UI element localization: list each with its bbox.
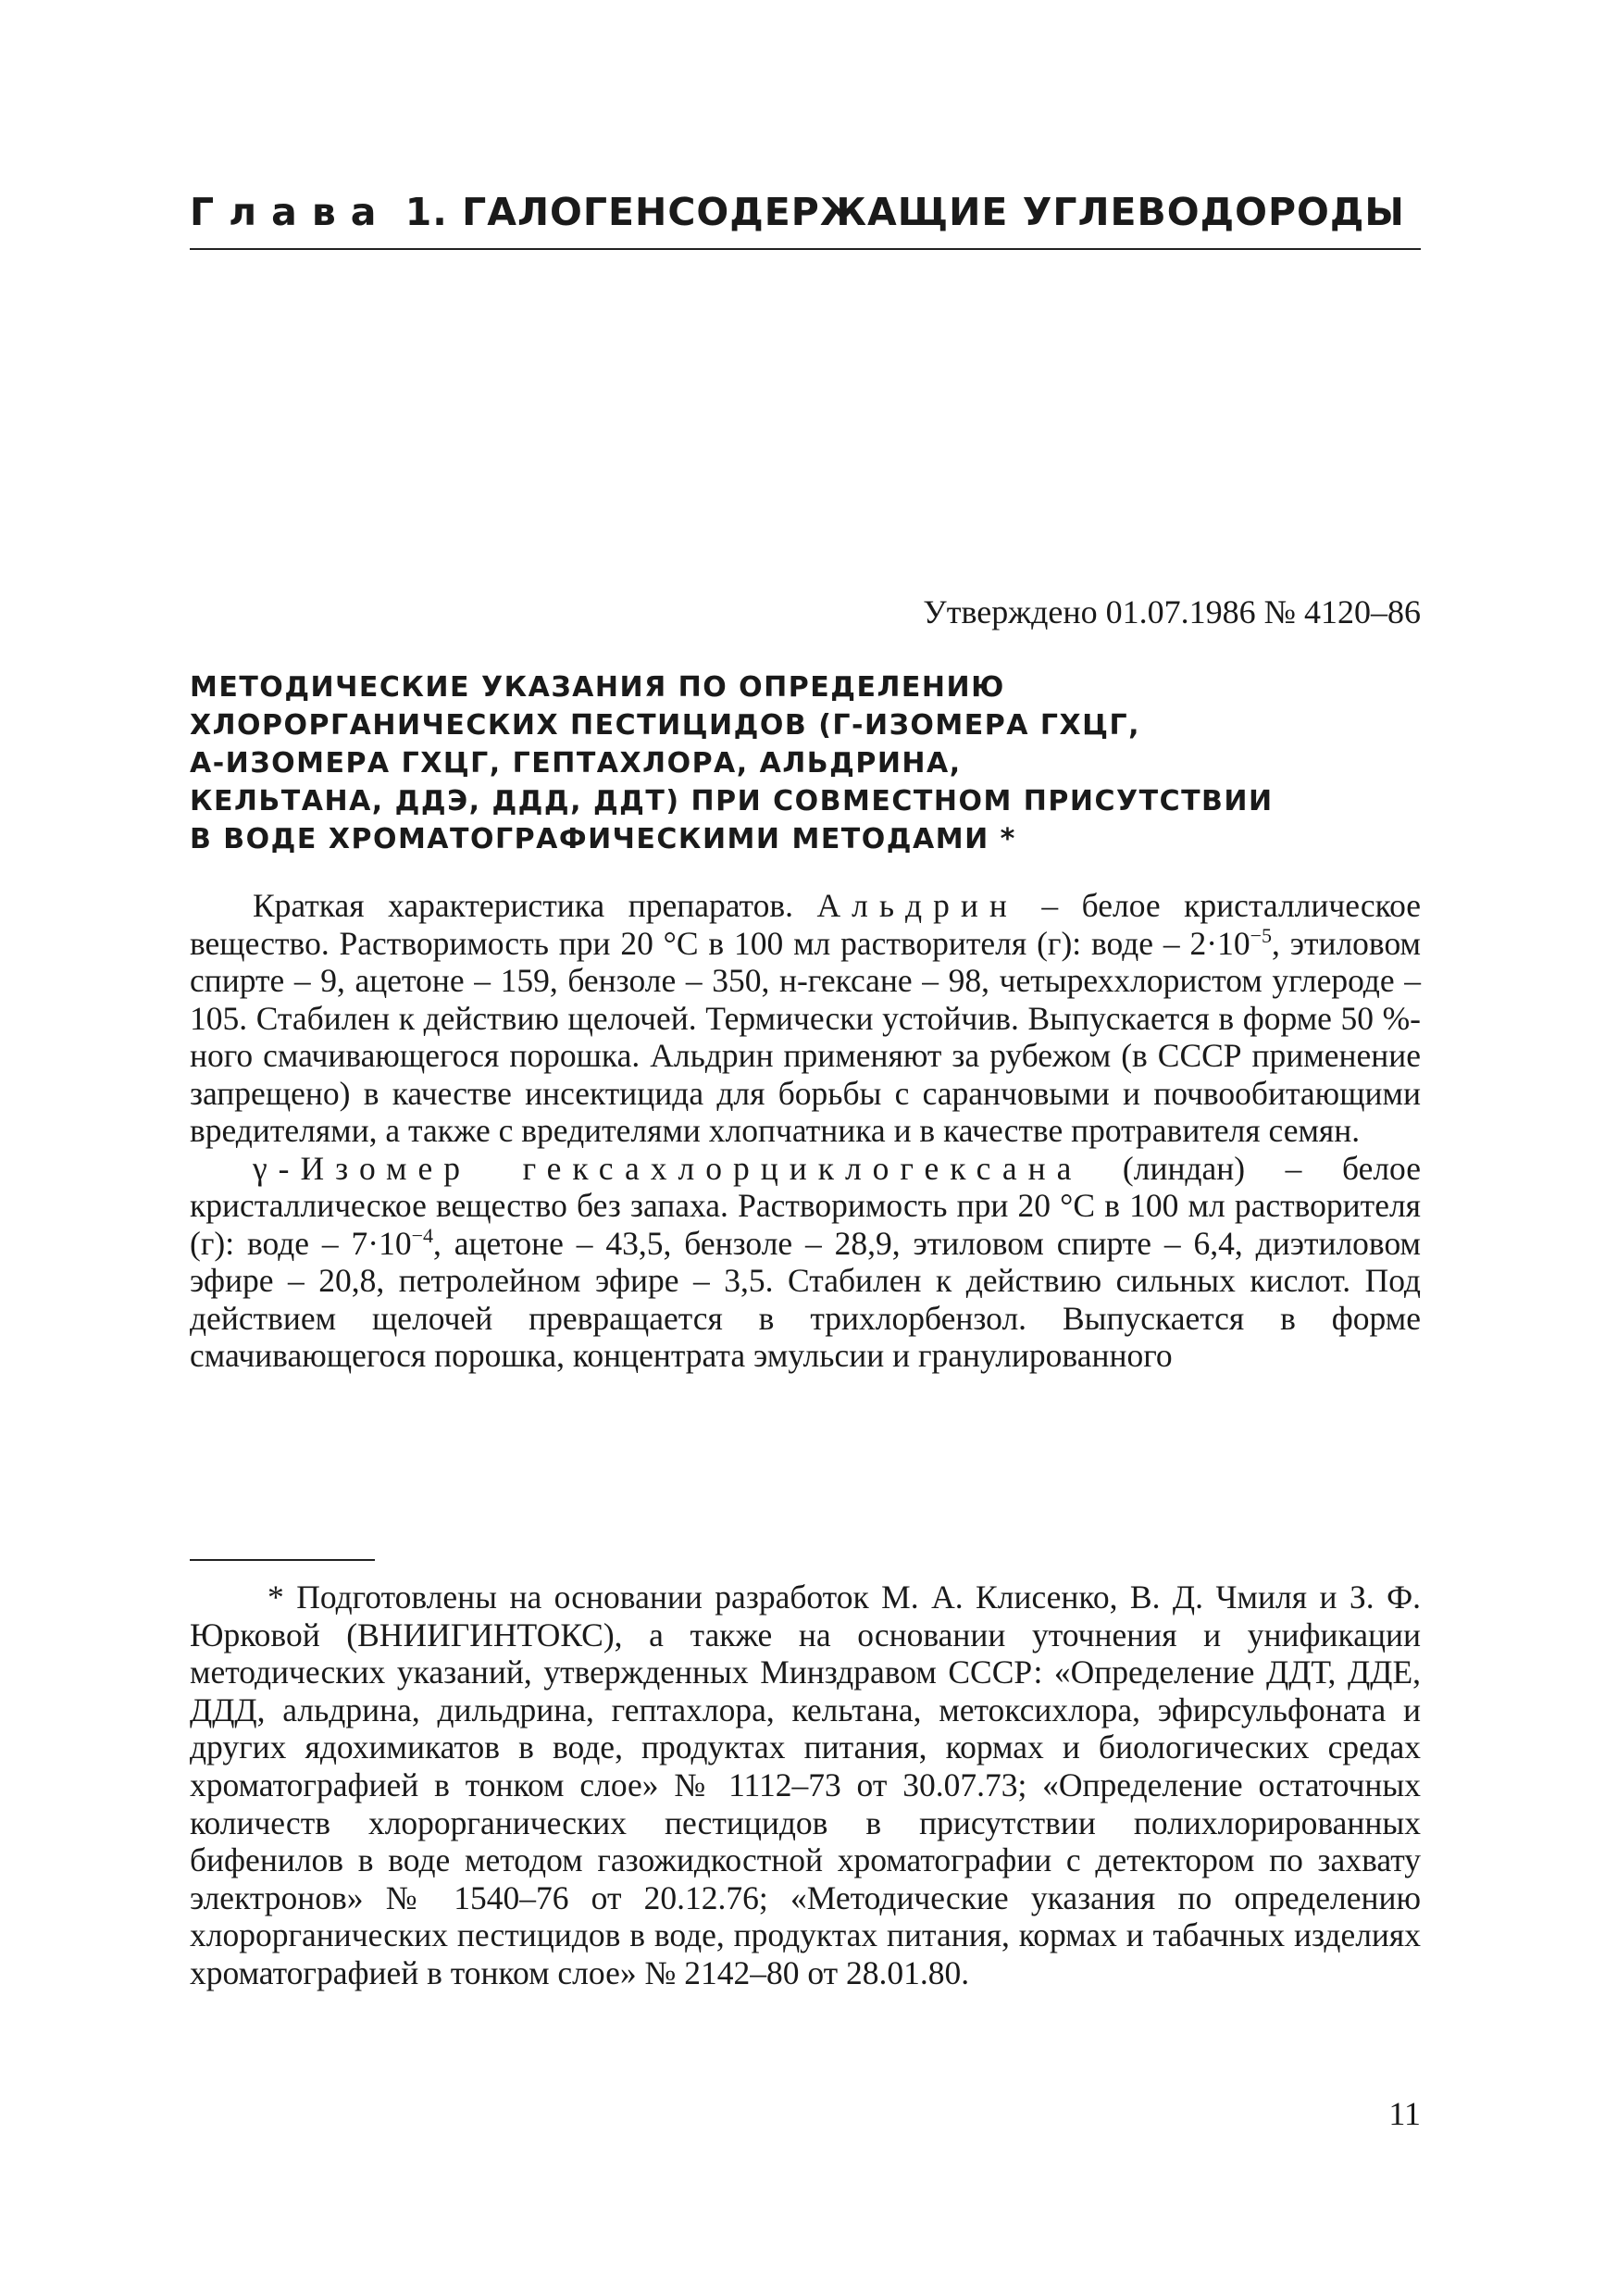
exponent: −4 <box>411 1223 434 1247</box>
chapter-number: 1. <box>404 190 448 234</box>
paragraph-text: – белое кристаллическое вещество. Растворимость при 20 °С в 100 мл растворителя (г): воде – 2·10 <box>190 887 1422 962</box>
title-line: В ВОДЕ ХРОМАТОГРАФИЧЕСКИМИ МЕТОДАМИ * <box>190 823 1016 855</box>
footnote <box>190 1578 1421 1992</box>
page-number: 11 <box>1388 2095 1421 2132</box>
paragraph-text: , этиловом спирте – 9, ацетоне – 159, бензоле – 350, н-гексане – 98, четыреххлористом углероде – 105. Стабилен к действию щелочей. Термически устойчив. Выпускается в форме 50 %-ного смачивающегося порошка. Альдрин применяют за рубежом (в СССР применение запрещено) в качестве инсектицида для борьбы с саранчовыми и почвообитающими вредителями, а также с вредителями хлопчатника и в качестве протравителя семян. <box>190 924 1421 1149</box>
paragraph-text: (линдан) – белое кристаллическое вещество без запаха. Растворимость при 20 °С в 100 мл растворителя (г): воде – 7·10 <box>190 1149 1421 1262</box>
paragraph-text: , ацетоне – 43,5, бензоле – 28,9, этиловом спирте – 6,4, диэтиловом эфире – 20,8, петролейном эфире – 3,5. Стабилен к действию сильных кислот. Под действием щелочей превращается в трихлорбензол. Выпускается в форме смачивающегося порошка, концентрата эмульсии и гранулированного <box>190 1224 1421 1374</box>
title-line: МЕТОДИЧЕСКИЕ УКАЗАНИЯ ПО ОПРЕДЕЛЕНИЮ <box>190 671 1005 704</box>
chapter-divider <box>190 248 1421 250</box>
footnote-divider <box>190 1559 375 1561</box>
exponent: −5 <box>1250 923 1272 947</box>
chapter-heading <box>190 190 1421 234</box>
term-lindane: γ-Изомер гексахлорциклогексана <box>253 1149 1083 1187</box>
paragraph-aldrin <box>190 887 1421 1150</box>
document-title <box>190 668 1421 858</box>
approval-line: Утверждено 01.07.1986 № 4120–86 <box>923 593 1421 630</box>
chapter-title: ГАЛОГЕНСОДЕРЖАЩИЕ УГЛЕВОДОРОДЫ <box>462 190 1405 234</box>
title-line: КЕЛЬТАНА, ДДЭ, ДДД, ДДТ) ПРИ СОВМЕСТНОМ ПРИСУТСТВИИ <box>190 785 1274 817</box>
title-line: Α-ИЗОМЕРА ГХЦГ, ГЕПТАХЛОРА, АЛЬДРИНА, <box>190 747 962 780</box>
footnote-text: * Подготовлены на основании разработок М. А. Клисенко, В. Д. Чмиля и З. Ф. Юрковой (ВНИИГИНТОКС), а также на основании уточнения и унификации методических указаний, утвержденных Минздравом СССР: «Определение ДДТ, ДДЕ, ДДД, альдрина, дильдрина, гептахлора, кельтана, метоксихлора, эфирсульфоната и других ядохимикатов в воде, продуктах питания, кормах и биологических средах хроматографией в тонком слое» № 1112–73 от 30.07.73; «Определение остаточных количеств хлорорганических пестицидов в присутствии полихлорированных бифенилов в воде методом газожидкостной хроматографии с детектором по захвату электронов» № 1540–76 от 20.12.76; «Методические указания по определению хлорорганических пестицидов в воде, продуктах питания, кормах и табачных изделиях хроматографией в тонком слое» № 2142–80 от 28.01.80. <box>190 1578 1421 1991</box>
chapter-prefix: Глава <box>190 190 392 234</box>
term-aldrin: Альдрин <box>816 887 1018 924</box>
body-text <box>190 887 1421 1375</box>
paragraph-lindane <box>190 1150 1421 1375</box>
paragraph-lead: Краткая характеристика препаратов. <box>253 887 793 924</box>
title-line: ХЛОРОРГАНИЧЕСКИХ ПЕСТИЦИДОВ (Γ-ИЗОМЕРА ГХЦГ, <box>190 709 1140 742</box>
